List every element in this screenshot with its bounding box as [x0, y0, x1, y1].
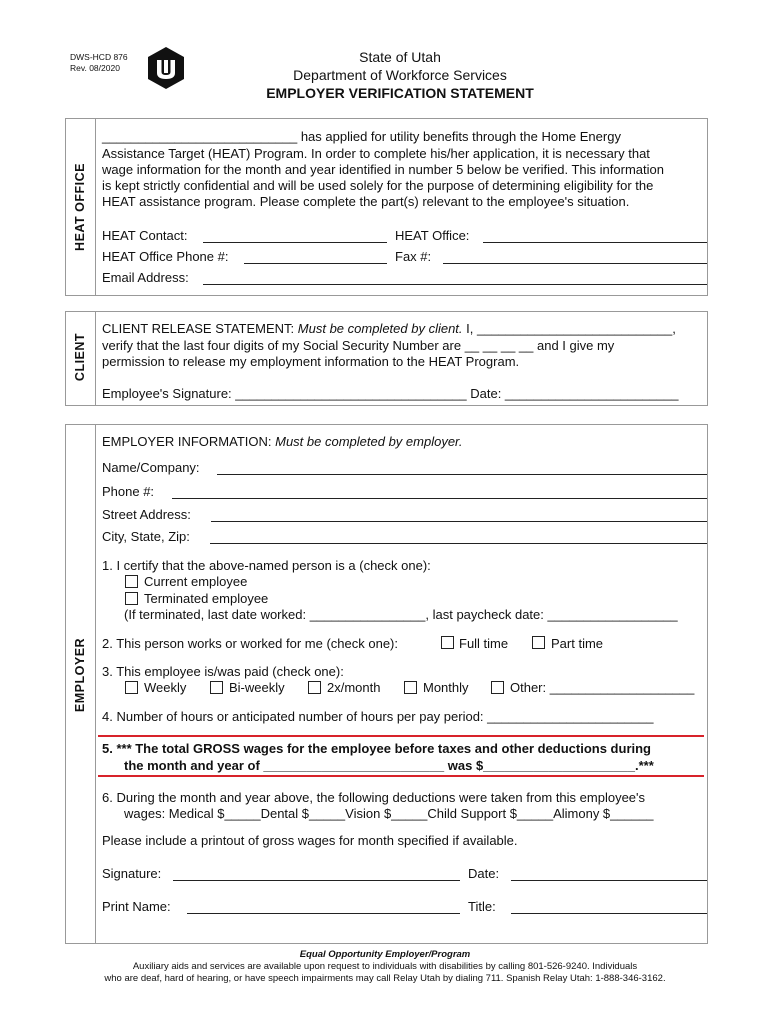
- employer-date-label: Date:: [468, 866, 500, 881]
- question-4: 4. Number of hours or anticipated number of hours per pay period: _______________________: [102, 709, 654, 724]
- form-number: DWS-HCD 876: [70, 52, 128, 62]
- client-release-title: CLIENT RELEASE STATEMENT:: [102, 321, 295, 336]
- accessibility-line-1: Auxiliary aids and services are available upon request to individuals with disabilities by calling 801-526-9240. Individuals: [132, 961, 638, 972]
- twice-monthly-label: 2x/month: [327, 680, 381, 695]
- full-time-checkbox[interactable]: [441, 636, 454, 649]
- biweekly-label: Bi-weekly: [229, 680, 285, 695]
- form-revision: Rev. 08/2020: [70, 63, 120, 73]
- question-3: 3. This employee is/was paid (check one):: [102, 664, 344, 679]
- question-1: 1. I certify that the above-named person is a (check one):: [102, 558, 431, 573]
- accessibility-line-2: who are deaf, hard of hearing, or have speech impairments may call Relay Utah by dialing 711. Spanish Relay Utah: 1-888-346-3162.: [104, 973, 666, 984]
- heat-phone-label: HEAT Office Phone #:: [102, 249, 229, 264]
- biweekly-checkbox[interactable]: [210, 681, 223, 694]
- employer-title-label: Title:: [468, 899, 496, 914]
- current-employee-label: Current employee: [144, 574, 248, 589]
- heat-fax-field[interactable]: [443, 263, 707, 264]
- current-employee-checkbox[interactable]: [125, 575, 138, 588]
- employer-phone-field[interactable]: [172, 498, 707, 499]
- terminated-employee-checkbox[interactable]: [125, 592, 138, 605]
- heat-email-field[interactable]: [203, 284, 707, 285]
- question-5-line-2: the month and year of _________________________ was $_____________________.***: [124, 758, 654, 773]
- weekly-checkbox[interactable]: [125, 681, 138, 694]
- city-state-zip-field[interactable]: [210, 543, 707, 544]
- heat-phone-field[interactable]: [244, 263, 387, 264]
- question-5-top-rule: [98, 735, 704, 737]
- page-title: EMPLOYER VERIFICATION STATEMENT: [266, 85, 534, 101]
- employer-info-instruction: Must be completed by employer.: [275, 434, 463, 449]
- print-name-label: Print Name:: [102, 899, 171, 914]
- heat-contact-field[interactable]: [203, 242, 387, 243]
- other-pay-checkbox[interactable]: [491, 681, 504, 694]
- termination-dates-line: (If terminated, last date worked: ________________, last paycheck date: __________________: [124, 607, 678, 622]
- employer-info-title: EMPLOYER INFORMATION:: [102, 434, 272, 449]
- employer-date-field[interactable]: [511, 880, 707, 881]
- heat-intro-line-5: HEAT assistance program. Please complete the part(s) relevant to the employee's situation.: [102, 194, 630, 209]
- client-tab-label: CLIENT: [73, 332, 87, 382]
- heat-intro-line-3: wage information for the month and year identified in number 5 below be verified. This information: [102, 162, 664, 177]
- heat-fax-label: Fax #:: [395, 249, 432, 264]
- part-time-checkbox[interactable]: [532, 636, 545, 649]
- heat-intro-line-2: Assistance Target (HEAT) Program. In order to complete his/her application, it is necessary that: [102, 146, 650, 161]
- name-company-field[interactable]: [217, 474, 707, 475]
- state-name: State of Utah: [359, 49, 441, 65]
- page-footer: [40, 949, 730, 985]
- employer-phone-label: Phone #:: [102, 484, 155, 499]
- other-pay-label: Other: ____________________: [510, 680, 695, 695]
- client-release-instruction: Must be completed by client.: [297, 321, 463, 336]
- question-2: 2. This person works or worked for me (check one):: [102, 636, 398, 651]
- monthly-checkbox[interactable]: [404, 681, 417, 694]
- monthly-label: Monthly: [423, 680, 469, 695]
- heat-office-field[interactable]: [483, 242, 707, 243]
- equal-opportunity-line: Equal Opportunity Employer/Program: [299, 949, 471, 960]
- question-6-line-1: 6. During the month and year above, the following deductions were taken from this employee's: [102, 790, 646, 805]
- form-id-block: [70, 52, 128, 74]
- printout-note: Please include a printout of gross wages for month specified if available.: [102, 833, 518, 848]
- print-name-field[interactable]: [187, 913, 460, 914]
- page-header: [160, 48, 640, 102]
- employer-tab-label: EMPLOYER: [73, 637, 87, 713]
- part-time-label: Part time: [551, 636, 604, 651]
- employer-info-heading: [102, 434, 463, 450]
- employer-title-field[interactable]: [511, 913, 707, 914]
- question-5-line-1: 5. *** The total GROSS wages for the employee before taxes and other deductions during: [102, 741, 651, 756]
- full-time-label: Full time: [459, 636, 509, 651]
- street-address-field[interactable]: [211, 521, 707, 522]
- question-5-bottom-rule: [98, 775, 704, 777]
- heat-office-tab-label: HEAT OFFICE: [73, 163, 87, 251]
- street-address-label: Street Address:: [102, 507, 191, 522]
- heat-intro-line-4: is kept strictly confidential and will be used solely for the purpose of determining eligibility for the: [102, 178, 654, 193]
- question-6-line-2: wages: Medical $_____Dental $_____Vision $_____Child Support $_____Alimony $______: [124, 806, 654, 821]
- name-company-label: Name/Company:: [102, 460, 200, 475]
- heat-contact-label: HEAT Contact:: [102, 228, 188, 243]
- twice-monthly-checkbox[interactable]: [308, 681, 321, 694]
- client-release-line-1: [102, 321, 676, 337]
- heat-office-label: HEAT Office:: [395, 228, 470, 243]
- heat-intro-line-1: ___________________________ has applied for utility benefits through the Home Energy: [102, 129, 621, 144]
- client-release-line-3: permission to release my employment information to the HEAT Program.: [102, 354, 520, 369]
- employee-signature-line: Employee's Signature: ________________________________ Date: ________________________: [102, 386, 679, 401]
- client-release-name-blank: I, ___________________________,: [466, 321, 676, 336]
- terminated-employee-label: Terminated employee: [144, 591, 269, 606]
- weekly-label: Weekly: [144, 680, 187, 695]
- city-state-zip-label: City, State, Zip:: [102, 529, 190, 544]
- signature-label: Signature:: [102, 866, 162, 881]
- employer-signature-field[interactable]: [173, 880, 460, 881]
- client-release-line-2: verify that the last four digits of my Social Security Number are __ __ __ __ and I give my: [102, 338, 615, 353]
- department-name: Department of Workforce Services: [293, 67, 507, 83]
- heat-email-label: Email Address:: [102, 270, 189, 285]
